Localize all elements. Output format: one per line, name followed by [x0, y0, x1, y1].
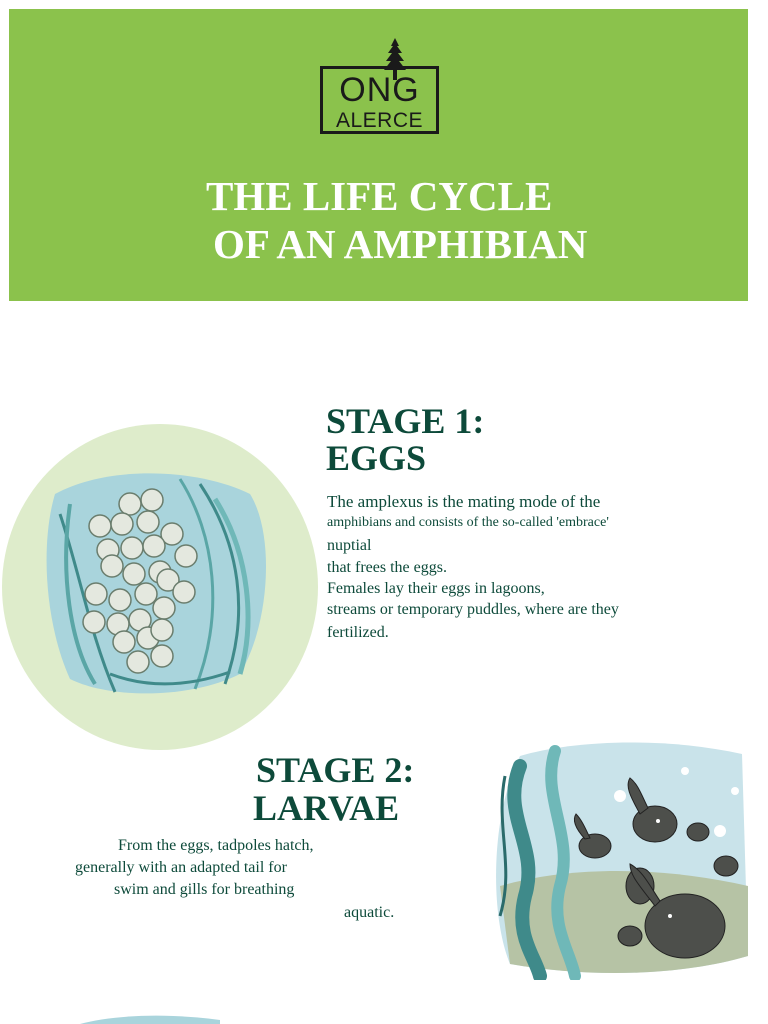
- stage2-text-line: From the eggs, tadpoles hatch,: [118, 837, 314, 854]
- ong-alerce-logo: [320, 66, 439, 134]
- next-stage-illustration-partial: [80, 1012, 220, 1024]
- stage1-text-line: fertilized.: [327, 624, 389, 641]
- stage1-heading-line2: EGGS: [326, 438, 427, 478]
- logo-text-top: ONG: [339, 71, 420, 109]
- stage2-text-line: generally with an adapted tail for: [75, 859, 287, 876]
- stage1-text-line: Females lay their eggs in lagoons,: [327, 580, 545, 597]
- stage1-text-line: streams or temporary puddles, where are they: [327, 601, 619, 618]
- stage1-text-line: The amplexus is the mating mode of the: [327, 492, 601, 511]
- stage2-text-line: swim and gills for breathing: [114, 881, 295, 898]
- stage1-text-line: that frees the eggs.: [327, 559, 447, 576]
- stage2-heading-line2: LARVAE: [253, 788, 400, 828]
- stage2-text-line: aquatic.: [344, 904, 395, 921]
- tadpoles-illustration: [480, 736, 748, 980]
- stage2-heading-line1: STAGE 2:: [256, 750, 415, 790]
- stage1-text-line: amphibians and consists of the so-called 'embrace': [327, 515, 609, 530]
- stage1-heading-line1: STAGE 1:: [326, 401, 485, 441]
- eggs-illustration: [0, 424, 320, 754]
- stage1-text-line: nuptial: [327, 537, 372, 554]
- page-title-line1: THE LIFE CYCLE: [206, 173, 553, 219]
- logo-text-bottom: ALERCE: [335, 109, 424, 132]
- page-title-line2: OF AN AMPHIBIAN: [213, 221, 588, 267]
